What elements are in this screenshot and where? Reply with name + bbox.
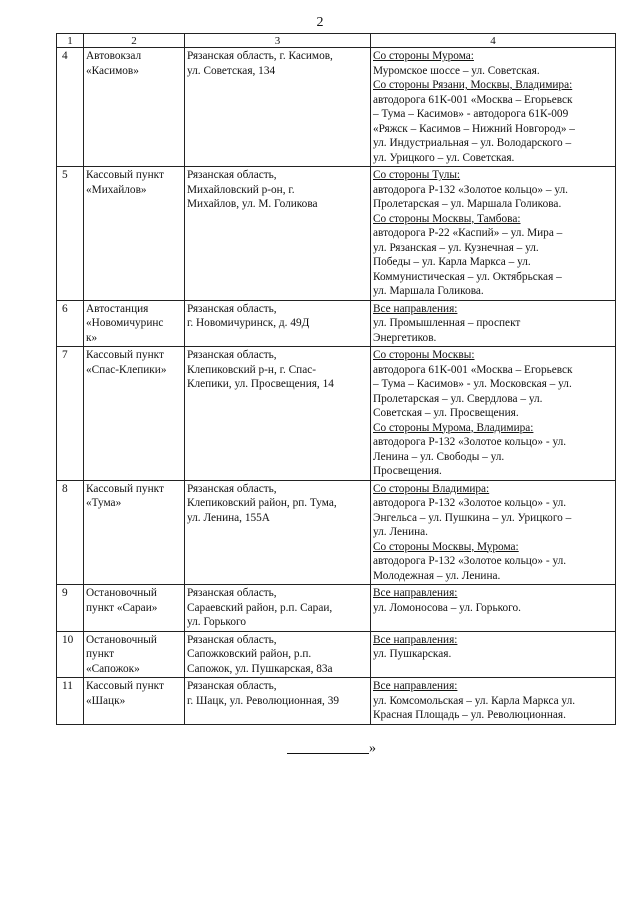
address-cell: [185, 678, 371, 725]
address-line: Сараевский район, р.п. Сараи,: [187, 601, 333, 614]
address-line: Рязанская область,: [187, 169, 277, 181]
station-name-line: Кассовый пункт: [86, 169, 164, 181]
closing-line: [287, 741, 376, 757]
direction-label: Со стороны Рязани, Москвы, Владимира:: [373, 79, 573, 91]
table-row: [57, 678, 616, 725]
row-number-cell: 7: [57, 347, 84, 481]
row-number-cell: 9: [57, 585, 84, 632]
station-name-line: пункт: [86, 648, 115, 660]
station-name-cell: [84, 167, 185, 301]
station-name-line: Остановочный: [86, 587, 157, 599]
route-line: Пролетарская – ул. Свердлова – ул.: [373, 392, 543, 405]
directions-cell: [371, 300, 616, 347]
address-line: Михайлов, ул. М. Голикова: [187, 198, 318, 210]
address-line: Сапожок, ул. Пушкарская, 83а: [187, 662, 333, 675]
station-name-line: пункт «Сараи»: [86, 601, 158, 614]
station-name-line: «Спас-Клепики»: [86, 363, 167, 376]
address-line: Рязанская область,: [187, 633, 277, 646]
station-name-line: Автостанция: [86, 302, 149, 315]
station-name-line: Автовокзал: [86, 50, 142, 62]
station-name-line: «Новомичуринс: [86, 317, 164, 329]
direction-label: Все направления:: [373, 680, 458, 692]
route-line: автодорога Р-22 «Каспий» – ул. Мира –: [373, 227, 563, 239]
station-name-line: Остановочный: [86, 633, 157, 646]
station-name-line: «Михайлов»: [86, 183, 147, 196]
route-line: автодорога Р-132 «Золотое кольцо» - ул.: [373, 497, 567, 509]
address-line: Сапожковский район, р.п.: [187, 648, 312, 660]
route-line: – Тума – Касимов» - автодорога 61К-009: [373, 108, 569, 120]
directions-cell: [371, 167, 616, 301]
directions-cell: [371, 347, 616, 481]
header-cell-col-1: 1: [57, 34, 84, 48]
route-line: ул. Маршала Голикова.: [373, 285, 484, 297]
address-cell: [185, 167, 371, 301]
bus-stations-table: [56, 33, 616, 725]
address-line: ул. Ленина, 155А: [187, 511, 270, 524]
address-line: ул. Советская, 134: [187, 64, 276, 77]
direction-label: Со стороны Москвы, Мурома:: [373, 540, 519, 553]
route-line: Энергетиков.: [373, 331, 437, 344]
row-number-cell: 6: [57, 300, 84, 347]
closing-quote-mark: »: [369, 741, 376, 756]
table-header-row: [57, 34, 616, 48]
route-line: ул. Ломоносова – ул. Горького.: [373, 601, 521, 614]
station-name-line: к»: [86, 331, 98, 344]
address-line: Рязанская область,: [187, 302, 277, 315]
address-line: Клепики, ул. Просвещения, 14: [187, 378, 334, 390]
route-line: ул. Ленина.: [373, 526, 429, 538]
route-line: ул. Индустриальная – ул. Володарского –: [373, 137, 572, 149]
route-line: ул. Урицкого – ул. Советская.: [373, 151, 515, 164]
route-line: Коммунистическая – ул. Октябрьская –: [373, 270, 562, 283]
address-cell: [185, 347, 371, 481]
route-line: Муромское шоссе – ул. Советская.: [373, 64, 540, 77]
route-line: «Ряжск – Касимов – Нижний Новгород» –: [373, 122, 575, 135]
station-name-cell: [84, 300, 185, 347]
route-line: Советская – ул. Просвещения.: [373, 407, 519, 419]
address-line: Рязанская область,: [187, 349, 277, 361]
row-number-cell: 11: [57, 678, 84, 725]
route-line: автодорога Р-132 «Золотое кольцо» - ул.: [373, 436, 567, 448]
directions-cell: [371, 48, 616, 167]
address-cell: [185, 480, 371, 585]
route-line: Энгельса – ул. Пушкина – ул. Урицкого –: [373, 511, 572, 524]
address-line: Рязанская область,: [187, 587, 277, 599]
signature-rule: [287, 741, 369, 754]
route-line: Молодежная – ул. Ленина.: [373, 569, 501, 582]
page-number: 2: [316, 15, 324, 30]
direction-label: Со стороны Москвы:: [373, 349, 475, 361]
station-name-line: Кассовый пункт: [86, 482, 164, 495]
table-row: [57, 585, 616, 632]
direction-label: Все направления:: [373, 302, 458, 315]
header-cell-col-3: 3: [185, 34, 371, 48]
header-cell-col-2: 2: [84, 34, 185, 48]
route-line: ул. Комсомольская – ул. Карла Маркса ул.: [373, 694, 576, 707]
route-line: ул. Пушкарская.: [373, 648, 452, 660]
direction-label: Все направления:: [373, 587, 458, 599]
direction-label: Со стороны Мурома:: [373, 50, 474, 62]
route-line: – Тума – Касимов» - ул. Московская – ул.: [373, 378, 572, 390]
station-name-line: Кассовый пункт: [86, 680, 164, 692]
route-line: ул. Промышленная – проспект: [373, 317, 521, 329]
station-name-line: Кассовый пункт: [86, 349, 164, 361]
table-row: [57, 300, 616, 347]
direction-label: Со стороны Тулы:: [373, 169, 461, 181]
address-line: Рязанская область,: [187, 482, 277, 495]
table-row: [57, 48, 616, 167]
direction-label: Все направления:: [373, 633, 458, 646]
directions-cell: [371, 678, 616, 725]
row-number-cell: 5: [57, 167, 84, 301]
address-line: г. Новомичуринск, д. 49Д: [187, 317, 310, 329]
station-name-cell: [84, 585, 185, 632]
table-row: [57, 167, 616, 301]
route-line: Красная Площадь – ул. Революционная.: [373, 709, 566, 721]
station-name-cell: [84, 347, 185, 481]
station-name-line: «Касимов»: [86, 64, 139, 77]
route-line: автодорога Р-132 «Золотое кольцо» – ул.: [373, 183, 568, 196]
row-number-cell: 10: [57, 631, 84, 678]
direction-label: Со стороны Мурома, Владимира:: [373, 421, 534, 434]
row-number-cell: 8: [57, 480, 84, 585]
header-cell-col-4: 4: [371, 34, 616, 48]
address-cell: [185, 631, 371, 678]
route-line: ул. Рязанская – ул. Кузнечная – ул.: [373, 241, 539, 254]
table-row: [57, 480, 616, 585]
address-cell: [185, 300, 371, 347]
station-name-cell: [84, 631, 185, 678]
table-row: [57, 347, 616, 481]
route-line: автодорога 61К-001 «Москва – Егорьевск: [373, 363, 573, 376]
table-body: [57, 34, 616, 725]
address-line: Рязанская область, г. Касимов,: [187, 50, 333, 62]
direction-label: Со стороны Москвы, Тамбова:: [373, 212, 521, 225]
address-line: г. Шацк, ул. Революционная, 39: [187, 694, 340, 707]
address-line: Клепиковский р-н, г. Спас-: [187, 363, 317, 376]
route-line: Победы – ул. Карла Маркса – ул.: [373, 256, 531, 268]
address-line: Михайловский р-он, г.: [187, 183, 295, 196]
address-cell: [185, 48, 371, 167]
route-line: автодорога 61К-001 «Москва – Егорьевск: [373, 93, 573, 106]
route-line: Просвещения.: [373, 465, 442, 477]
address-line: Рязанская область,: [187, 680, 277, 692]
station-name-line: «Тума»: [86, 497, 122, 509]
row-number-cell: 4: [57, 48, 84, 167]
station-name-cell: [84, 480, 185, 585]
directions-cell: [371, 631, 616, 678]
route-line: автодорога Р-132 «Золотое кольцо» - ул.: [373, 555, 567, 567]
directions-cell: [371, 480, 616, 585]
station-name-cell: [84, 678, 185, 725]
table-row: [57, 631, 616, 678]
station-name-cell: [84, 48, 185, 167]
station-name-line: «Шацк»: [86, 694, 126, 707]
station-name-line: «Сапожок»: [86, 662, 140, 675]
directions-cell: [371, 585, 616, 632]
route-line: Ленина – ул. Свободы – ул.: [373, 450, 505, 463]
address-line: Клепиковский район, рп. Тума,: [187, 497, 337, 509]
direction-label: Со стороны Владимира:: [373, 482, 490, 495]
address-line: ул. Горького: [187, 616, 246, 628]
route-line: Пролетарская – ул. Маршала Голикова.: [373, 198, 562, 210]
address-cell: [185, 585, 371, 632]
